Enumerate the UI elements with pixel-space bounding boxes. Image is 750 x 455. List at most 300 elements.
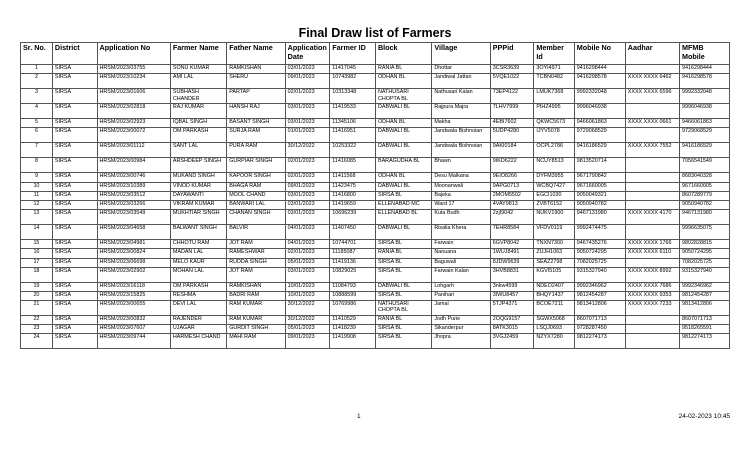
cell-district: SIRSA (52, 143, 97, 158)
cell-mfmb-mobile: 9812274173 (679, 334, 729, 349)
cell-pppid: 4EBI7602 (490, 119, 534, 128)
cell-block: BARAGUDHA BL (375, 158, 431, 173)
table-row (21, 200, 730, 209)
table-row (21, 249, 730, 258)
cell-farmer-name: SUBHASH CHANDER (170, 89, 226, 104)
cell-mfmb-mobile: 9813412806 (679, 301, 729, 316)
cell-farmer-id: 10829025 (330, 267, 376, 282)
cell-application-no: HRSM/2023/03549 (97, 210, 170, 225)
table-row (21, 65, 730, 74)
cell-district: SIRSA (52, 89, 97, 104)
cell-aadhar (625, 334, 679, 349)
cell-father-name: RAM KUMAR (227, 316, 285, 325)
cell-aadhar (625, 325, 679, 334)
cell-member-id: OCPL2786 (534, 143, 574, 158)
cell-aadhar (625, 225, 679, 240)
cell-farmer-name: ARSHDEEP SINGH (170, 158, 226, 173)
column-header-village: Village (432, 43, 490, 65)
cell-farmer-id: 11419908 (330, 334, 376, 349)
cell-block: DABWALI BL (375, 128, 431, 143)
cell-block: SIRSA BL (375, 291, 431, 300)
cell-aadhar (625, 104, 679, 119)
column-header-district: District (52, 43, 97, 65)
cell-district: SIRSA (52, 282, 97, 291)
cell-pppid: 7EHR8584 (490, 225, 534, 240)
cell-mfmb-mobile: 9996046938 (679, 104, 729, 119)
cell-sr-no: 4 (21, 104, 53, 119)
cell-district: SIRSA (52, 158, 97, 173)
cell-application-date: 03/01/2023 (285, 200, 330, 209)
cell-pppid: 6GVP8042 (490, 240, 534, 249)
cell-district: SIRSA (52, 191, 97, 200)
cell-member-id: BCOE7211 (534, 301, 574, 316)
cell-village: Nanuana (432, 249, 490, 258)
cell-mfmb-mobile: 9812454287 (679, 291, 729, 300)
cell-aadhar (625, 191, 679, 200)
cell-member-id: DYFM3955 (534, 173, 574, 182)
column-header-pppid: PPPid (490, 43, 534, 65)
cell-application-no: HRSM/2023/10234 (97, 74, 170, 89)
cell-mobile-no: 9813520714 (574, 158, 625, 173)
cell-member-id: EGCI1030 (534, 191, 574, 200)
cell-farmer-name: IQBAL SINGH (170, 119, 226, 128)
cell-block: RANIA BL (375, 249, 431, 258)
cell-mobile-no: 9728287450 (574, 325, 625, 334)
table-row (21, 89, 730, 104)
cell-district: SIRSA (52, 200, 97, 209)
cell-member-id: QKWC5673 (534, 119, 574, 128)
cell-sr-no: 3 (21, 89, 53, 104)
cell-mfmb-mobile: 9050940782 (679, 200, 729, 209)
cell-district: SIRSA (52, 249, 97, 258)
cell-mfmb-mobile: 9802828815 (679, 240, 729, 249)
print-timestamp: 24-02-2023 10:45 (678, 413, 730, 420)
cell-member-id: WCBQ7427 (534, 182, 574, 191)
cell-father-name: JOT RAM (227, 267, 285, 282)
table-row (21, 191, 730, 200)
cell-block: SIRSA BL (375, 325, 431, 334)
cell-mfmb-mobile: 9467131980 (679, 210, 729, 225)
cell-member-id: KGVI5105 (534, 267, 574, 282)
cell-farmer-name: MADAN LAL (170, 249, 226, 258)
cell-application-no: HRSM/2023/01606 (97, 89, 170, 104)
page-title: Final Draw list of Farmers (298, 26, 452, 40)
cell-application-date: 03/01/2023 (285, 210, 330, 225)
column-header-mfmb-mobile: MFMB Mobile (679, 43, 729, 65)
cell-mobile-no: 9812454287 (574, 291, 625, 300)
cell-farmer-name: MUKHTIAR SINGH (170, 210, 226, 225)
cell-aadhar (625, 65, 679, 74)
cell-village: Jandwala Bishnoian (432, 143, 490, 158)
cell-village: Risalia Khera (432, 225, 490, 240)
cell-application-date: 03/01/2023 (285, 191, 330, 200)
cell-block: ELLENABAD BL (375, 210, 431, 225)
cell-pppid: 3IWU8457 (490, 291, 534, 300)
cell-pppid: 4VAY9813 (490, 200, 534, 209)
farmers-table (20, 42, 730, 349)
cell-sr-no: 2 (21, 74, 53, 89)
cell-application-no: HRSM/2023/15825 (97, 291, 170, 300)
cell-pppid: 9AKI0184 (490, 143, 534, 158)
cell-district: SIRSA (52, 119, 97, 128)
cell-mobile-no: 9416298444 (574, 65, 625, 74)
cell-aadhar (625, 158, 679, 173)
cell-mobile-no: 9467435276 (574, 240, 625, 249)
cell-mobile-no: 9416298578 (574, 74, 625, 89)
cell-aadhar: XXXX XXXX 7686 (625, 282, 679, 291)
cell-member-id: LSQJ0693 (534, 325, 574, 334)
cell-application-date: 10/01/2023 (285, 282, 330, 291)
cell-aadhar: XXXX XXXX 4170 (625, 210, 679, 225)
table-row (21, 143, 730, 158)
cell-application-date: 05/01/2023 (285, 258, 330, 267)
cell-mobile-no: 9315327940 (574, 267, 625, 282)
cell-farmer-id: 10743982 (330, 74, 376, 89)
cell-pppid: 5VQE1022 (490, 74, 534, 89)
cell-sr-no: 22 (21, 316, 53, 325)
cell-mfmb-mobile: 9050724295 (679, 249, 729, 258)
cell-mobile-no: 9813412806 (574, 301, 625, 316)
cell-block: RANIA BL (375, 316, 431, 325)
table-row (21, 104, 730, 119)
cell-farmer-name: AMI LAL (170, 74, 226, 89)
cell-pppid: 2MOM5502 (490, 191, 534, 200)
cell-farmer-name: DEVI LAL (170, 301, 226, 316)
cell-village: Ward 17 (432, 200, 490, 209)
cell-farmer-id: 11416800 (330, 191, 376, 200)
cell-pppid: 7LHV7999 (490, 104, 534, 119)
cell-village: Nathusari Kalan (432, 89, 490, 104)
cell-farmer-name: CHHOTU RAM (170, 240, 226, 249)
cell-sr-no: 11 (21, 191, 53, 200)
cell-district: SIRSA (52, 291, 97, 300)
cell-mfmb-mobile: 7082025725 (679, 258, 729, 267)
cell-farmer-name: OM PARKASH (170, 282, 226, 291)
table-header-row (21, 43, 730, 65)
cell-mobile-no: 9992332048 (574, 89, 625, 104)
cell-application-date: 05/01/2023 (285, 325, 330, 334)
cell-village: Lohgarh (432, 282, 490, 291)
cell-block: DABWALI BL (375, 225, 431, 240)
cell-district: SIRSA (52, 334, 97, 349)
cell-district: SIRSA (52, 65, 97, 74)
cell-farmer-id: 11418239 (330, 325, 376, 334)
cell-father-name: GURPIAR SINGH (227, 158, 285, 173)
cell-application-no: HRSM/2023/06698 (97, 258, 170, 267)
column-header-member-id: Member Id (534, 43, 574, 65)
cell-application-no: HRSM/2023/07607 (97, 325, 170, 334)
cell-father-name: SHERU (227, 74, 285, 89)
cell-district: SIRSA (52, 316, 97, 325)
cell-sr-no: 14 (21, 225, 53, 240)
cell-mobile-no: 9996046938 (574, 104, 625, 119)
column-header-block: Block (375, 43, 431, 65)
cell-aadhar: XXXX XXXX 7233 (625, 301, 679, 316)
table-row (21, 240, 730, 249)
table-row (21, 158, 730, 173)
cell-sr-no: 20 (21, 291, 53, 300)
cell-aadhar (625, 182, 679, 191)
cell-block: ODHAN BL (375, 119, 431, 128)
cell-farmer-name: VINOD KUMAR (170, 182, 226, 191)
cell-application-date: 03/01/2023 (285, 267, 330, 282)
cell-farmer-name: SANT LAL (170, 143, 226, 158)
table-body (21, 65, 730, 349)
cell-sr-no: 17 (21, 258, 53, 267)
cell-farmer-id: 10253322 (330, 143, 376, 158)
cell-village: Jandiwal Jattan (432, 74, 490, 89)
cell-sr-no: 23 (21, 325, 53, 334)
cell-father-name: BANWARI LAL (227, 200, 285, 209)
cell-member-id: IJYV5078 (534, 128, 574, 143)
cell-district: SIRSA (52, 182, 97, 191)
cell-farmer-name: RAJ KUMAR (170, 104, 226, 119)
cell-application-date: 03/01/2023 (285, 104, 330, 119)
cell-mfmb-mobile: 8607071713 (679, 316, 729, 325)
cell-father-name: MOOL CHAND (227, 191, 285, 200)
cell-sr-no: 7 (21, 143, 53, 158)
cell-application-date: 09/01/2023 (285, 334, 330, 349)
cell-farmer-id: 11419659 (330, 200, 376, 209)
cell-application-date: 30/12/2022 (285, 316, 330, 325)
cell-pppid: 3nkw4599 (490, 282, 534, 291)
cell-mfmb-mobile: 9992346962 (679, 282, 729, 291)
cell-district: SIRSA (52, 240, 97, 249)
cell-farmer-id: 11423475 (330, 182, 376, 191)
cell-member-id: TCBN0482 (534, 74, 574, 89)
cell-application-no: HRSM/2023/02923 (97, 119, 170, 128)
farmers-table-container (20, 42, 730, 349)
cell-pppid: 73EP4122 (490, 89, 534, 104)
cell-application-no: HRSM/2023/02818 (97, 104, 170, 119)
cell-mfmb-mobile: 9416186529 (679, 143, 729, 158)
cell-application-date: 02/01/2023 (285, 158, 330, 173)
table-row (21, 182, 730, 191)
cell-application-no: HRSM/2023/03512 (97, 191, 170, 200)
column-header-aadhar: Aadhar (625, 43, 679, 65)
table-row (21, 334, 730, 349)
cell-mobile-no: 9812274173 (574, 334, 625, 349)
cell-father-name: JOT RAM (227, 240, 285, 249)
cell-farmer-id: 11419136 (330, 258, 376, 267)
cell-farmer-name: UJAGAR (170, 325, 226, 334)
cell-father-name: SURJA RAM (227, 128, 285, 143)
cell-member-id: BHQY1437 (534, 291, 574, 300)
cell-farmer-id: 11416085 (330, 158, 376, 173)
cell-block: DABWALI BL (375, 282, 431, 291)
cell-father-name: KAPOOR SINGH (227, 173, 285, 182)
cell-village: Bhawn (432, 158, 490, 173)
cell-father-name: BALVIR (227, 225, 285, 240)
cell-farmer-id: 11084793 (330, 282, 376, 291)
cell-farmer-name: OM PARKASH (170, 128, 226, 143)
cell-district: SIRSA (52, 128, 97, 143)
cell-sr-no: 16 (21, 249, 53, 258)
cell-district: SIRSA (52, 267, 97, 282)
cell-application-no: HRSM/2023/00655 (97, 301, 170, 316)
cell-application-no: HRSM/2023/03755 (97, 65, 170, 74)
cell-mobile-no: 9992474475 (574, 225, 625, 240)
cell-village: Jhopra (432, 334, 490, 349)
table-row (21, 225, 730, 240)
cell-farmer-name: MUKAND SINGH (170, 173, 226, 182)
cell-district: SIRSA (52, 173, 97, 182)
cell-father-name: PARTAP (227, 89, 285, 104)
cell-member-id: 3OYI4971 (534, 65, 574, 74)
cell-pppid: 3CSR3639 (490, 65, 534, 74)
cell-block: DABWALI BL (375, 104, 431, 119)
cell-pppid: 1WUJ8491 (490, 249, 534, 258)
cell-aadhar: XXXX XXXX 6596 (625, 89, 679, 104)
cell-village: Kuta Budh (432, 210, 490, 225)
cell-father-name: BASANT SINGH (227, 119, 285, 128)
cell-pppid: 8JDW9639 (490, 258, 534, 267)
cell-member-id: NUKV1900 (534, 210, 574, 225)
cell-block: SIRSA BL (375, 258, 431, 267)
cell-district: SIRSA (52, 225, 97, 240)
cell-father-name: RUDDA SINGH (227, 258, 285, 267)
cell-father-name: PURA RAM (227, 143, 285, 158)
cell-mfmb-mobile: 8607289779 (679, 191, 729, 200)
cell-village: Panihari (432, 291, 490, 300)
cell-mfmb-mobile: 9416298578 (679, 74, 729, 89)
cell-pppid: 9EIO8266 (490, 173, 534, 182)
column-header-sr-no: Sr. No. (21, 43, 53, 65)
cell-village: Jodh Purie (432, 316, 490, 325)
cell-farmer-name: SONU KUMAR (170, 65, 226, 74)
cell-sr-no: 13 (21, 210, 53, 225)
cell-block: ELLENABAD MC (375, 200, 431, 209)
cell-application-date: 04/01/2023 (285, 225, 330, 240)
cell-father-name: RAM KUMAR (227, 301, 285, 316)
cell-father-name: CHANAN SINGH (227, 210, 285, 225)
cell-application-no: HRSM/2023/00072 (97, 128, 170, 143)
cell-village: Desu Malkana (432, 173, 490, 182)
cell-village: Makha (432, 119, 490, 128)
cell-aadhar (625, 128, 679, 143)
cell-aadhar (625, 316, 679, 325)
cell-application-date: 03/01/2023 (285, 65, 330, 74)
cell-pppid: 8ATK3015 (490, 325, 534, 334)
cell-farmer-name: VIKRAM KUMAR (170, 200, 226, 209)
cell-member-id: ZUJH1063 (534, 249, 574, 258)
cell-farmer-name: RAJENDER (170, 316, 226, 325)
cell-farmer-id: 11407450 (330, 225, 376, 240)
table-row (21, 301, 730, 316)
cell-block: NATHUSARI CHOPTA BL (375, 89, 431, 104)
cell-member-id: VFDV0119 (534, 225, 574, 240)
cell-application-no: HRSM/2023/09744 (97, 334, 170, 349)
cell-farmer-id: 11419533 (330, 104, 376, 119)
cell-sr-no: 12 (21, 200, 53, 209)
cell-father-name: BHAGA RAM (227, 182, 285, 191)
cell-application-no: HRSM/2023/00824 (97, 249, 170, 258)
cell-pppid: 5UDP4280 (490, 128, 534, 143)
cell-farmer-name: RESHMA (170, 291, 226, 300)
cell-mobile-no: 9467131980 (574, 210, 625, 225)
cell-application-no: HRSM/2023/01112 (97, 143, 170, 158)
cell-district: SIRSA (52, 210, 97, 225)
cell-block: DABWALI BL (375, 143, 431, 158)
cell-farmer-id: 10696239 (330, 210, 376, 225)
cell-farmer-id: 11185087 (330, 249, 376, 258)
cell-sr-no: 15 (21, 240, 53, 249)
cell-mobile-no: 9466061863 (574, 119, 625, 128)
table-row (21, 325, 730, 334)
table-row (21, 267, 730, 282)
cell-aadhar: XXXX XXXX 9353 (625, 291, 679, 300)
cell-member-id: LMUK7368 (534, 89, 574, 104)
cell-farmer-name: BALWANT SINGH (170, 225, 226, 240)
cell-block: SIRSA BL (375, 240, 431, 249)
cell-application-no: HRSM/2023/04981 (97, 240, 170, 249)
cell-application-date: 01/01/2023 (285, 128, 330, 143)
cell-member-id: NDEO2407 (534, 282, 574, 291)
cell-block: NATHUSARI CHOPTA BL (375, 301, 431, 316)
cell-aadhar: XXXX XXXX 6462 (625, 74, 679, 89)
cell-father-name: BADRI RAM (227, 291, 285, 300)
cell-farmer-name: HARMESH CHAND (170, 334, 226, 349)
cell-block: SIRSA BL (375, 334, 431, 349)
cell-mobile-no: 9050724295 (574, 249, 625, 258)
cell-mobile-no: 9729068529 (574, 128, 625, 143)
cell-sr-no: 24 (21, 334, 53, 349)
cell-aadhar: XXXX XXXX 6110 (625, 249, 679, 258)
cell-village: Baguwali (432, 258, 490, 267)
cell-application-date: 04/01/2023 (285, 240, 330, 249)
table-row (21, 119, 730, 128)
cell-father-name: RAMKISHAN (227, 282, 285, 291)
cell-sr-no: 10 (21, 182, 53, 191)
cell-application-no: HRSM/2023/16118 (97, 282, 170, 291)
cell-sr-no: 19 (21, 282, 53, 291)
cell-mobile-no: 9416186529 (574, 143, 625, 158)
cell-member-id: TNXN7300 (534, 240, 574, 249)
cell-farmer-id: 11410529 (330, 316, 376, 325)
cell-member-id: SGWX5068 (534, 316, 574, 325)
cell-application-date: 03/01/2023 (285, 119, 330, 128)
cell-application-no: HRSM/2023/10389 (97, 182, 170, 191)
cell-block: DABWALI BL (375, 182, 431, 191)
cell-application-date: 10/01/2023 (285, 291, 330, 300)
cell-farmer-name: MOHAN LAL (170, 267, 226, 282)
cell-district: SIRSA (52, 301, 97, 316)
cell-sr-no: 1 (21, 65, 53, 74)
cell-father-name: RAMESHWAR (227, 249, 285, 258)
cell-application-date: 02/01/2023 (285, 249, 330, 258)
cell-sr-no: 8 (21, 158, 53, 173)
cell-application-date: 09/01/2023 (285, 74, 330, 89)
cell-block: ODHAN BL (375, 74, 431, 89)
page-number: 1 (357, 413, 361, 420)
cell-member-id: NZYX7280 (534, 334, 574, 349)
cell-block: SIRSA BL (375, 267, 431, 282)
column-header-farmer-id: Farmer ID (330, 43, 376, 65)
column-header-application-no: Application No (97, 43, 170, 65)
cell-aadhar: XXXX XXXX 1766 (625, 240, 679, 249)
cell-mobile-no: 9050049321 (574, 191, 625, 200)
cell-mfmb-mobile: 9992332048 (679, 89, 729, 104)
cell-village: Jamal (432, 301, 490, 316)
cell-member-id: NCUY8513 (534, 158, 574, 173)
cell-mfmb-mobile: 9518265591 (679, 325, 729, 334)
cell-village: Dhottar (432, 65, 490, 74)
cell-father-name: RAMKISHAN (227, 65, 285, 74)
cell-mobile-no: 9992346962 (574, 282, 625, 291)
cell-farmer-id: 11411568 (330, 173, 376, 182)
cell-district: SIRSA (52, 104, 97, 119)
cell-sr-no: 5 (21, 119, 53, 128)
